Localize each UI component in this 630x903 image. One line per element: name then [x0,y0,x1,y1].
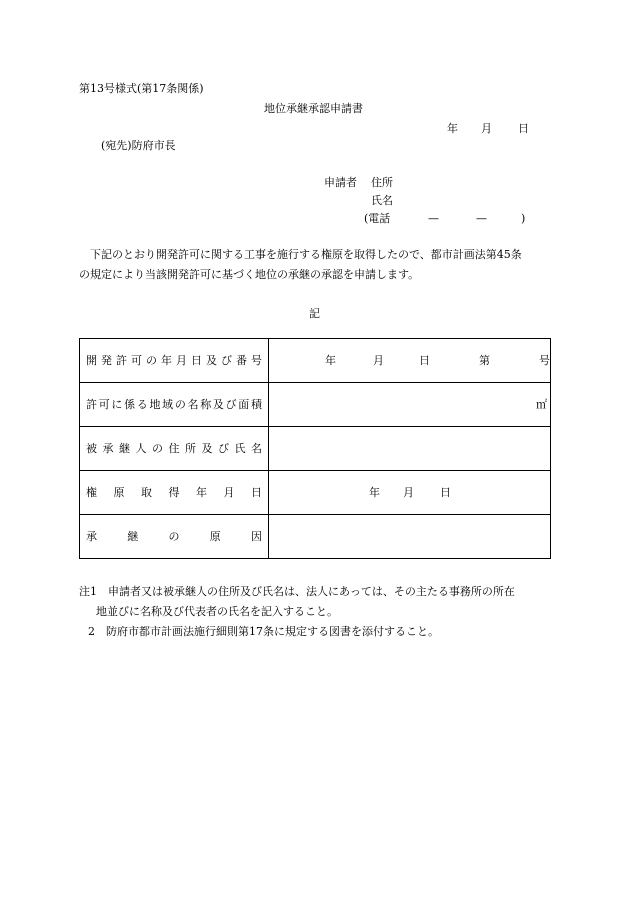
table-row [80,339,551,383]
label-char: び [221,354,232,367]
row-label-cell [80,471,269,515]
label-char: 人 [135,442,147,455]
permit-dai: 第 [479,354,490,367]
note-1-continued: 地並びに名称及び代表者の氏名を記入すること。 [96,605,338,618]
row-label [80,487,268,498]
permit-date-number-cell [269,339,551,383]
label-char: 承 [86,530,97,543]
row-label-cell [80,427,269,471]
label-char: に [111,398,123,411]
note-2 [79,622,557,642]
note-2-prefix: 2 [88,625,95,638]
label-char: 所 [185,442,196,455]
row-label [80,355,268,366]
note-1-text: 申請者又は被承継人の住所及び氏名は、法人にあっては、その主たる事務所の所在 [108,585,515,598]
label-char: 称 [200,398,212,411]
area-name-cell [269,383,551,427]
date-day: 日 [518,122,529,135]
label-char: 年 [196,486,207,499]
label-char: 被 [86,442,97,455]
note-1 [79,582,557,602]
label-char: び [225,398,237,411]
label-char: び [218,442,229,455]
label-char: 番 [236,354,247,367]
name-label: 氏名 [371,194,393,207]
label-char: 氏 [234,442,246,455]
label-char: 発 [101,354,112,367]
body-line-1: 下記のとおり開発許可に関する工事を施行する権原を取得したので、都市計画法第45条 [90,248,522,261]
label-char: 得 [168,486,180,499]
label-char: 面 [238,398,250,411]
phone-close: ) [521,212,526,225]
acq-day: 日 [440,486,451,499]
label-char: の [168,530,180,543]
label-char: 地 [149,398,161,411]
label-char: 名 [251,442,262,455]
label-char: 承 [102,442,114,455]
label-char: 及 [212,398,224,411]
permit-day: 日 [419,354,430,367]
label-char: 域 [162,398,174,411]
label-char: 因 [251,530,262,543]
phone-open: (電話 [364,212,391,225]
label-char: 許 [116,354,127,367]
date-year: 年 [447,122,458,135]
label-char: 月 [223,486,235,499]
date-month: 月 [481,122,492,135]
label-char: 年 [161,354,172,367]
table-row [80,515,551,559]
permit-month: 月 [373,354,384,367]
row-label [80,443,268,454]
acquisition-date-cell [269,471,551,515]
label-char: 取 [141,486,152,499]
label-char: る [136,398,148,411]
ki-heading: 記 [309,307,320,320]
predecessor-cell [269,427,551,471]
form-number: 第13号様式(第17条関係) [79,82,204,95]
area-unit: ㎡ [536,398,547,411]
label-char: 継 [127,530,139,543]
label-char: 日 [191,354,202,367]
label-char: 許 [86,398,97,411]
label-char: 住 [168,442,180,455]
label-char: 及 [201,442,213,455]
acq-year: 年 [369,486,380,499]
row-label-cell [80,339,269,383]
table-row [80,383,551,427]
label-char: 月 [176,354,187,367]
note-2-text: 防府市都市計画法施行細則第17条に規定する図書を添付すること。 [106,625,439,638]
label-char: 名 [187,398,199,411]
label-char: 原 [113,486,125,499]
succession-reason-cell [269,515,551,559]
label-char: 係 [124,398,136,411]
row-label [80,399,268,410]
label-char: 積 [250,398,262,411]
notes [79,582,557,642]
label-char: 号 [251,354,262,367]
label-char: の [174,398,186,411]
document-title: 地位承継承認申請書 [264,102,363,115]
phone-dash-2: — [476,212,487,225]
label-char: 日 [251,486,262,499]
addressee: (宛先)防府市長 [101,139,176,152]
label-char: の [152,442,163,455]
note-1-prefix: 注1 [79,585,97,598]
address-label: 住所 [371,176,393,189]
row-label-cell [80,383,269,427]
label-char: 可 [98,398,110,411]
label-char: 継 [119,442,130,455]
label-char: 原 [209,530,221,543]
body-line-2: の規定により当該開発許可に基づく地位の承継の承認を申請します。 [79,268,420,281]
row-label-cell [80,515,269,559]
permit-gou: 号 [539,354,550,367]
label-char: の [146,354,157,367]
body-paragraph [79,245,557,285]
table-row [80,427,551,471]
row-label [80,531,268,542]
applicant-label: 申請者 [324,176,357,189]
label-char: 可 [131,354,142,367]
phone-dash-1: — [428,212,439,225]
label-char: 開 [86,354,97,367]
acq-month: 月 [403,486,414,499]
table-row [80,471,551,515]
permit-year: 年 [325,354,336,367]
application-table [79,338,551,559]
label-char: 及 [206,354,217,367]
label-char: 権 [86,486,97,499]
